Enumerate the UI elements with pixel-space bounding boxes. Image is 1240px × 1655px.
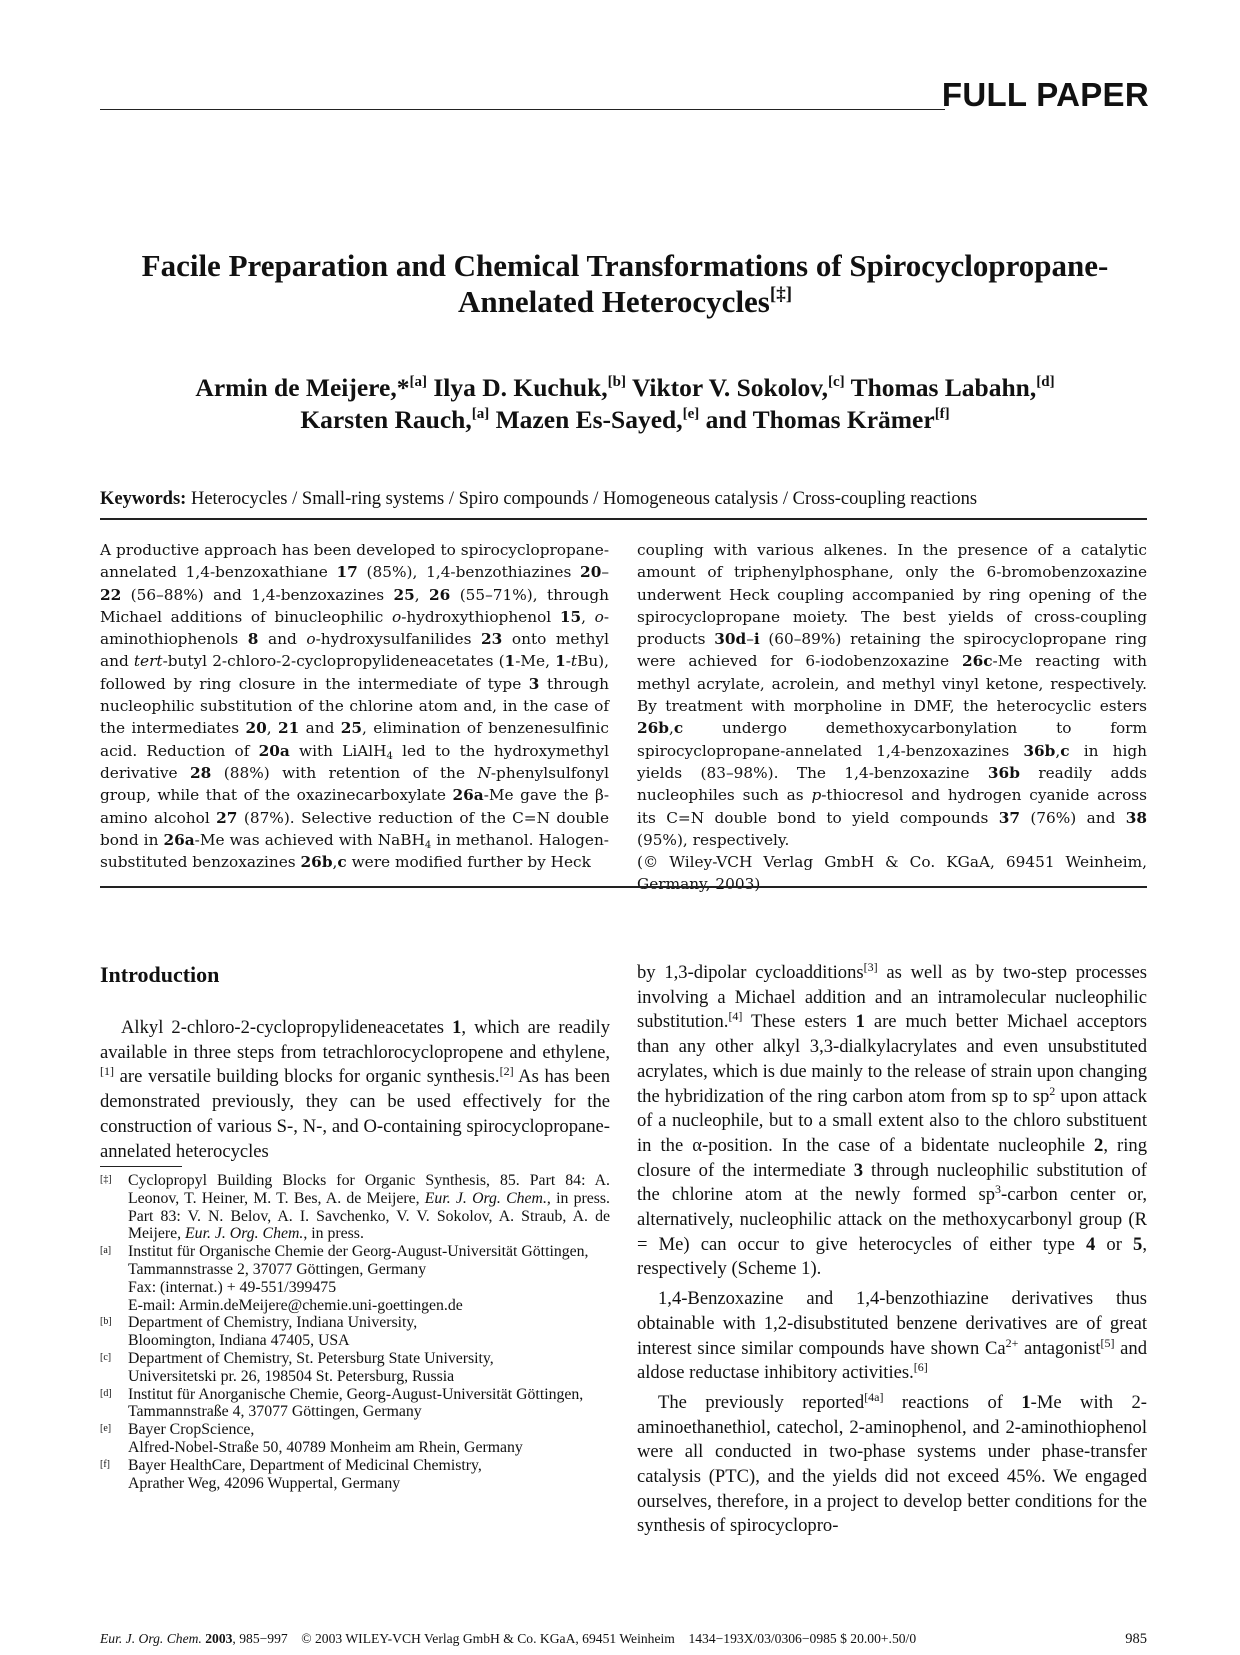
introduction-right-column bbox=[637, 961, 1147, 1539]
author-line-2 bbox=[100, 404, 1150, 436]
page-footer bbox=[100, 1631, 1147, 1647]
body-paragraph: Alkyl 2-chloro-2-cyclopropylideneacetates 1, which are readily available in three steps from tetrachlorocyclopropene and ethylene,[1] are versatile building blocks for organic synthesis.[2] As has been demonstrated previously, they can be used effectively for the construction of various S-, N-, and O-containing spirocyclopropane-annelated heterocycles bbox=[100, 1017, 610, 1162]
footnote bbox=[100, 1386, 610, 1422]
keywords bbox=[100, 487, 1150, 511]
footnote-line: Bayer HealthCare, Department of Medicinal Chemistry, bbox=[128, 1456, 482, 1474]
author-line-1 bbox=[100, 372, 1150, 404]
abstract-left-column bbox=[100, 539, 609, 873]
author-affiliation: [a] bbox=[409, 374, 427, 390]
footnote-mark: [e] bbox=[100, 1423, 112, 1435]
footnote-mark: [f] bbox=[100, 1458, 110, 1470]
page-number: 985 bbox=[1125, 1631, 1147, 1647]
footnote-rule bbox=[100, 1166, 182, 1167]
author-affiliation: [f] bbox=[934, 406, 950, 422]
footer-pages: , 985−997 bbox=[232, 1631, 288, 1646]
footnote-line: Bayer CropScience, bbox=[128, 1421, 255, 1439]
title-footnote-mark: [‡] bbox=[769, 284, 793, 305]
footnote: [‡] Cyclopropyl Building Blocks for Organic Synthesis, 85. Part 84: A. Leonov, T. Heiner, M. T. Bes, A. de Meijere, Eur. J. Org. Chem., in press. Part 83: V. N. Belov, A. I. Savchenko, V. V. Sokolov, A. Straub, A. de Meijere, Eur. J. Org. Chem., in press. bbox=[100, 1172, 610, 1243]
introduction-heading: Introduction bbox=[100, 962, 220, 987]
footnote bbox=[100, 1243, 610, 1314]
author-affiliation: [b] bbox=[607, 374, 627, 390]
author-name: Karsten Rauch, bbox=[300, 405, 472, 434]
author-name: Armin de Meijere,* bbox=[195, 373, 410, 402]
footnote-mark: [d] bbox=[100, 1387, 112, 1399]
abstract-paragraph: A productive approach has been developed to spirocyclopropane-annelated 1,4-benzoxathiane 17 (85%), 1,4-benzothiazines 20–22 (56–88%) and 1,4-benzoxazines 25, 26 (55–71%), through Michael additions of binucleophilic o-hydroxythiophenol 15, o-aminothiophenols 8 and o-hydroxysulfanilides 23 onto methyl and tert-butyl 2-chloro-2-cyclopropylideneacetates (1-Me, 1-tBu), followed by ring closure in the intermediate of type 3 through nucleophilic substitution of the chlorine atom and, in the case of the intermediates 20, 21 and 25, elimination of benzenesulfinic acid. Reduction of 20a with LiAlH$_4$ led to the hydroxymethyl derivative 28 (88%) with retention of the N-phenylsulfonyl group, while that of the oxazinecarboxylate 26a-Me gave the β-amino alcohol 27 (87%). Selective reduction of the C=N double bond in 26a-Me was achieved with NaBH$_4$ in methanol. Halogen-substituted benzoxazines 26b,c were modified further by Heck bbox=[100, 541, 610, 872]
footnote-line: Aprather Weg, 42096 Wuppertal, Germany bbox=[128, 1474, 401, 1492]
abstract-right-column bbox=[637, 539, 1147, 896]
footer-issn: 1434−193X/03/0306−0985 $ 20.00+.50/0 bbox=[688, 1631, 917, 1646]
introduction-left-column bbox=[100, 1016, 610, 1164]
title-line-1: Facile Preparation and Chemical Transformations of Spirocyclopropane- bbox=[141, 248, 1109, 283]
abstract-rule bbox=[100, 886, 1147, 888]
footer-journal: Eur. J. Org. Chem. bbox=[100, 1631, 202, 1646]
header-rule bbox=[100, 109, 945, 110]
body-paragraph: by 1,3-dipolar cycloadditions[3] as well as by two-step processes involving a Michael addition and an intramolecular nucleophilic substitution.[4] These esters 1 are much better Michael acceptors than any other alkyl 3,3-dialkylacrylates and even unsubstituted acrylates, which is due mainly to the release of strain upon changing the hybridization of the ring carbon atom from sp to $sp^2$ upon attack of a nucleophile, but to a small extent also to the chloro substituent in the α-position. In the case of a bidentate nucleophile 2, ring closure of the intermediate 3 through nucleophilic substitution of the chlorine atom at the newly formed $sp^3$-carbon center or, alternatively, nucleophilic attack on the methoxycarbonyl group (R = Me) can occur to give heterocycles of either type 4 or 5, respectively (Scheme 1). bbox=[637, 960, 1148, 1280]
author-name: Mazen Es-Sayed, bbox=[495, 405, 683, 434]
title-line-2: Annelated Heterocycles bbox=[457, 284, 770, 319]
footnote-line: E-mail: Armin.deMeijere@chemie.uni-goettingen.de bbox=[128, 1296, 463, 1314]
footnote-mark: [c] bbox=[100, 1351, 112, 1363]
author-affiliation: [a] bbox=[471, 406, 490, 422]
footnote-mark: [b] bbox=[100, 1316, 112, 1328]
footnote-line: Institut für Anorganische Chemie, Georg-August-Universität Göttingen, bbox=[128, 1385, 584, 1403]
author-name: and Thomas Krämer bbox=[705, 405, 935, 434]
footnote-line: Tammannstrasse 2, 37077 Göttingen, Germany bbox=[128, 1260, 427, 1278]
author-name: Thomas Labahn, bbox=[850, 373, 1037, 402]
author-name: Viktor V. Sokolov, bbox=[631, 373, 828, 402]
keywords-text: Heterocycles / Small-ring systems / Spiro compounds / Homogeneous catalysis / Cross-coupling reactions bbox=[190, 489, 978, 509]
footnote-line: Institut für Organische Chemie der Georg-August-Universität Göttingen, bbox=[128, 1243, 589, 1261]
abstract-paragraph: coupling with various alkenes. In the presence of a catalytic amount of triphenylphosphane, only the 6-bromobenzoxazine underwent Heck coupling accompanied by ring opening of the spirocyclopropane moiety. The best yields of cross-coupling products 30d–i (60–89%) retaining the spirocyclopropane ring were achieved for 6-iodobenzoxazine 26c-Me reacting with methyl acrylate, acrolein, and methyl vinyl ketone, respectively. By treatment with morpholine in DMF, the heterocyclic esters 26b,c undergo demethoxycarbonylation to form spirocyclopropane-annelated 1,4-benzoxazines 36b,c in high yields (83–98%). The 1,4-benzoxazine 36b readily adds nucleophiles such as p-thiocresol and hydrogen cyanide across its C=N double bond to yield compounds 37 (76%) and 38 (95%), respectively. bbox=[637, 541, 1148, 849]
author-affiliation: [e] bbox=[682, 406, 700, 422]
footnote bbox=[100, 1314, 610, 1350]
paper-title bbox=[100, 248, 1150, 320]
footnote-line: Bloomington, Indiana 47405, USA bbox=[128, 1332, 350, 1350]
footnote bbox=[100, 1350, 610, 1386]
footnote-line: Alfred-Nobel-Straße 50, 40789 Monheim am Rhein, Germany bbox=[128, 1438, 523, 1456]
footnote-mark: [a] bbox=[100, 1245, 112, 1257]
footnote-line: Department of Chemistry, St. Petersburg State University, bbox=[128, 1349, 494, 1367]
footnote-line: Fax: (internat.) + 49-551/399475 bbox=[128, 1278, 337, 1296]
footer-copyright: © 2003 WILEY-VCH Verlag GmbH & Co. KGaA, 69451 Weinheim bbox=[301, 1631, 675, 1646]
keywords-label: Keywords: bbox=[100, 489, 187, 509]
section-label: FULL PAPER bbox=[941, 76, 1149, 113]
body-paragraph: The previously reported[4a] reactions of 1-Me with 2-aminoethanethiol, catechol, 2-aminophenol, and 2-aminothiophenol were all conducted in two-phase systems under phase-transfer catalysis (PTC), and the yields did not exceed 45%. We engaged ourselves, therefore, in a project to develop better conditions for the synthesis of spirocyclopro- bbox=[637, 1389, 1148, 1537]
footer-year: 2003 bbox=[205, 1631, 233, 1646]
author-name: Ilya D. Kuchuk, bbox=[433, 373, 608, 402]
footnote bbox=[100, 1421, 610, 1457]
footnote-line: Department of Chemistry, Indiana University, bbox=[128, 1314, 418, 1332]
footnotes bbox=[100, 1172, 610, 1492]
author-list bbox=[100, 372, 1150, 436]
footnote bbox=[100, 1457, 610, 1493]
footnote-line: Tammannstraße 4, 37077 Göttingen, Germany bbox=[128, 1403, 422, 1421]
footnote-mark: [‡] bbox=[100, 1174, 112, 1185]
author-affiliation: [d] bbox=[1036, 374, 1055, 390]
abstract-copyright: (© Wiley-VCH Verlag GmbH & Co. KGaA, 69451 Weinheim, Germany, 2003) bbox=[637, 853, 1147, 894]
author-affiliation: [c] bbox=[827, 374, 845, 390]
keywords-rule bbox=[100, 518, 1147, 520]
footnote-line: Universitetski pr. 26, 198504 St. Petersburg, Russia bbox=[128, 1367, 455, 1385]
body-paragraph: 1,4-Benzoxazine and 1,4-benzothiazine derivatives thus obtainable with 1,2-disubstituted benzene derivatives are of great interest since similar compounds have shown $Ca^{2+}$ antagonist[5] and aldose reductase inhibitory activities.[6] bbox=[637, 1288, 1147, 1384]
